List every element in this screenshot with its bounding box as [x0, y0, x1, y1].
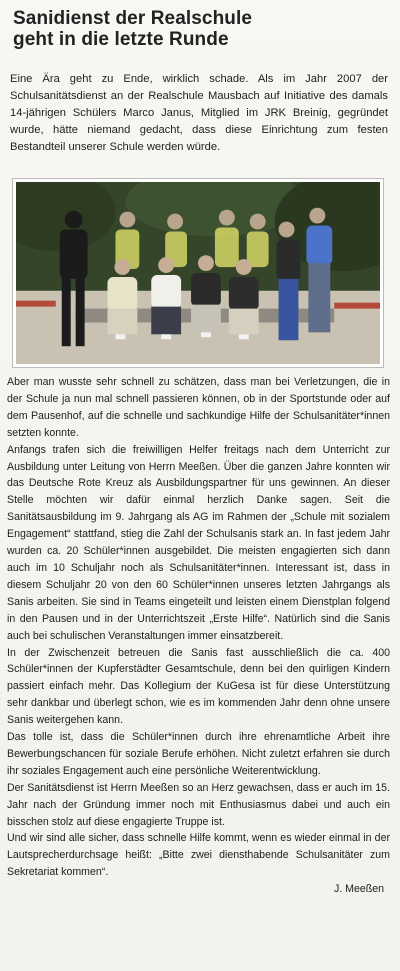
body-paragraph-3: In der Zwischenzeit betreuen die Sanis fast ausschließlich die ca. 400 Schüler*innen der Kupferstädter Gesamtschule, denn bei den quirligen Kindern passiert einfach mehr. Das Kollegium der KuGesa ist für diese Unterstützung sehr dankbar und überlegt schon, wie es im kommenden Jahr denn ohne unsere Sanis weitergehen kann.	[7, 646, 390, 727]
body-paragraph-4: Das tolle ist, dass die Schüler*innen durch ihre ehrenamtliche Arbeit ihre Bewerbungschancen für soziale Berufe erhöhen. Nicht zuletzt erfahren sie durch ihr soziales Engagement auch eine persönliche Weiterentwicklung.	[7, 731, 390, 777]
title-line-2: geht in die letzte Runde	[13, 29, 229, 50]
article-title	[13, 8, 393, 50]
body-paragraph-2: Anfangs trafen sich die freiwilligen Helfer freitags nach dem Unterricht zur Ausbildung unter Leitung von Herrn Meeßen. Über die ganzen Jahre konnten wir das Deutsche Rote Kreuz als Ausbildungspartner für uns gewinnen. An dieser Stelle möchten wir dafür einmal herzlich Danke sagen. Seit die Sanitätsausbildung im 9. Jahrgang als AG im Rahmen der „Schule mit sozialem Engagement“ stattfand, stieg die Zahl der Schulsanis stark an. In fast jedem Jahr wurden ca. 20 Schüler*innen ausgebildet. Die meisten engagierten sich dann auch im 10 Schuljahr noch als Schulsanitäter*innen. Interessant ist, dass in diesem Schuljahr 20 von den 60 Schüler*innen unseres letzten Jahrgangs als Sanis arbeiten. Sie sind in Teams eingeteilt und leisten einem Dienstplan folgend in den Pausen und in der Unterrichtszeit „Erste Hilfe“. Natürlich sind die Sanis auch bei schulischen Veranstaltungen immer einsatzbereit.	[7, 443, 390, 642]
author-signature: J. Meeßen	[333, 883, 384, 896]
article-body	[7, 374, 390, 898]
group-photo	[12, 178, 384, 368]
group-photo-illustration	[16, 182, 380, 364]
group-photo-image	[16, 182, 380, 364]
body-paragraph-5: Der Sanitätsdienst ist Herrn Meeßen so an Herz gewachsen, dass er auch im 15. Jahr nach der Gründung immer noch mit Enthusiasmus dabei und auch ein bisschen stolz auf diese engagierte Truppe ist.	[7, 781, 390, 828]
body-paragraph-1: Aber man wusste sehr schnell zu schätzen, dass man bei Verletzungen, die in der Schule ja nun mal schnell passieren können, ob in der Sportstunde oder auf dem Pausenhof, auf die schnelle und sachkundige Hilfe der Schulsanitäter*innen setzten konnte.	[7, 376, 390, 439]
body-paragraph-6: Und wir sind alle sicher, dass schnelle Hilfe kommt, wenn es wieder einmal in der Lautsprecherdurchsage heißt: „Bitte zwei diensthabende Schulsanitäter zum Sekretariat kommen“.	[7, 832, 390, 879]
title-line-1: Sanidienst der Realschule	[13, 8, 253, 29]
intro-paragraph: Eine Ära geht zu Ende, wirklich schade. Als im Jahr 2007 der Schulsanitätsdienst an der Realschule Mausbach auf Initiative des damals 14-jährigen Schülers Marco Janus, Mitglied im JRK Breinig, gegründet wurde, hätte niemand gedacht, dass diese Einrichtung zum festen Bestandteil unserer Schule werden würde.	[10, 73, 388, 153]
